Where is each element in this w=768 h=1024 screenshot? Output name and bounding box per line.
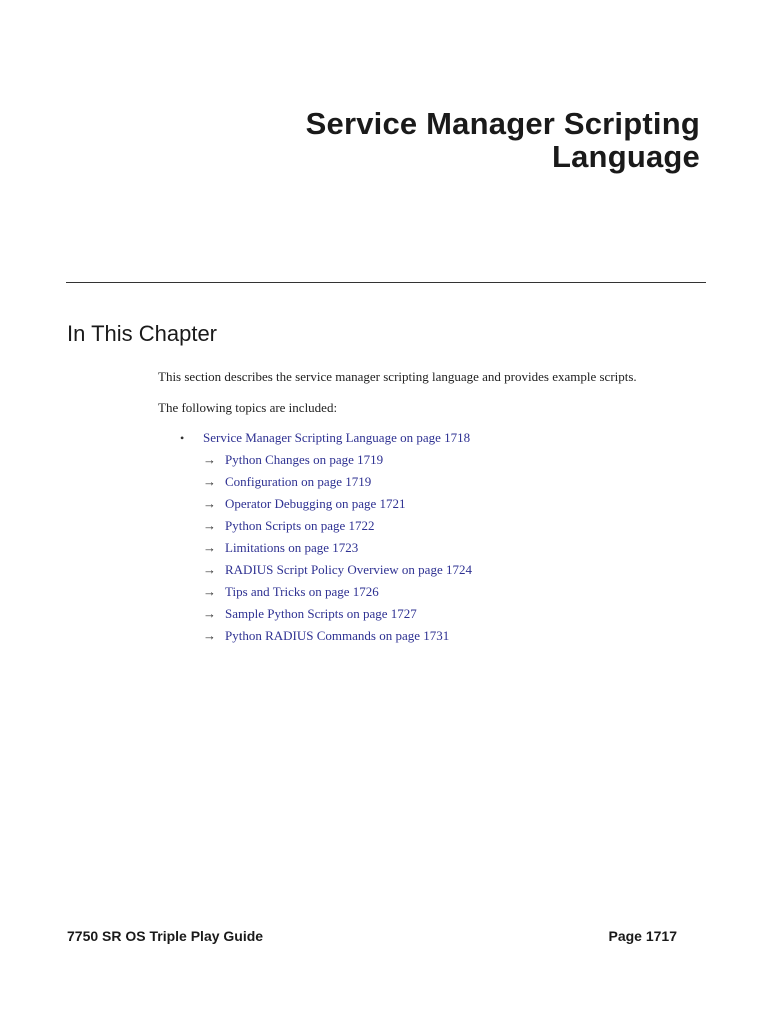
section-heading: In This Chapter <box>67 321 218 346</box>
topic-link-configuration[interactable]: Configuration on page 1719 <box>225 474 372 489</box>
arrow-right-icon: → <box>203 452 216 467</box>
arrow-right-icon: → <box>203 474 216 489</box>
chapter-title <box>100 107 700 173</box>
chapter-title-line-1: Service Manager Scripting <box>305 105 700 141</box>
chapter-title-line-2: Language <box>551 138 700 174</box>
topic-link-service-manager-scripting-language[interactable]: Service Manager Scripting Language on page 1718 <box>203 430 471 445</box>
footer-guide-title: 7750 SR OS Triple Play Guide <box>67 928 264 944</box>
intro-paragraph: This section describes the service manager scripting language and provides example scripts. <box>158 369 637 384</box>
footer-page-number: Page 1717 <box>608 928 677 944</box>
topics-intro-paragraph: The following topics are included: <box>158 400 338 415</box>
arrow-right-icon: → <box>203 562 216 577</box>
arrow-right-icon: → <box>203 518 216 533</box>
arrow-right-icon: → <box>203 584 216 599</box>
topic-link-python-radius-commands[interactable]: Python RADIUS Commands on page 1731 <box>225 628 450 643</box>
bullet-icon: • <box>180 431 185 445</box>
topic-link-tips-and-tricks[interactable]: Tips and Tricks on page 1726 <box>225 584 379 599</box>
topic-link-limitations[interactable]: Limitations on page 1723 <box>225 540 359 555</box>
topic-link-sample-python-scripts[interactable]: Sample Python Scripts on page 1727 <box>225 606 417 621</box>
topic-link-radius-script-policy-overview[interactable]: RADIUS Script Policy Overview on page 1724 <box>225 562 472 577</box>
horizontal-rule <box>66 282 706 283</box>
arrow-right-icon: → <box>203 606 216 621</box>
topic-link-python-changes[interactable]: Python Changes on page 1719 <box>225 452 384 467</box>
topic-link-operator-debugging[interactable]: Operator Debugging on page 1721 <box>225 496 406 511</box>
topic-link-python-scripts[interactable]: Python Scripts on page 1722 <box>225 518 375 533</box>
arrow-right-icon: → <box>203 496 216 511</box>
arrow-right-icon: → <box>203 628 216 643</box>
arrow-right-icon: → <box>203 540 216 555</box>
